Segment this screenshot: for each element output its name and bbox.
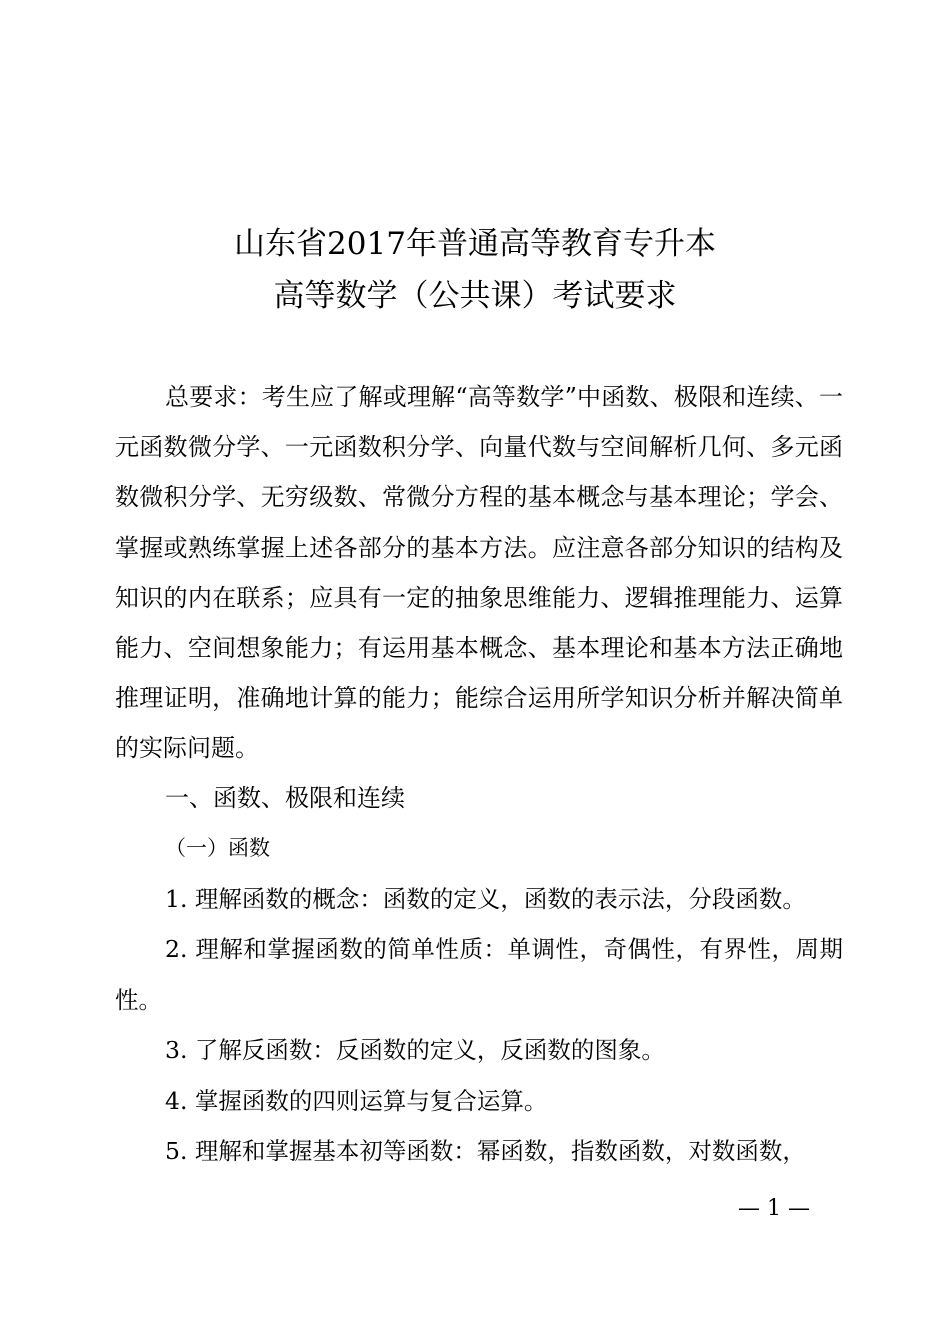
subsection-heading-functions: （一）函数 <box>165 835 270 860</box>
general-requirement-paragraph: 总要求：考生应了解或理解“高等数学”中函数、极限和连续、一元函数微分学、一元函数积分学、向量代数与空间解析几何、多元函数微积分学、无穷级数、常微分方程的基本概念与基本理论；学会、掌握或熟练掌握上述各部分的基本方法。应注意各部分知识的结构及知识的内在联系；应具有一定的抽象思维能力、逻辑推理能力、运算能力、空间想象能力；有运用基本概念、基本理论和基本方法正确地推理证明，准确地计算的能力；能综合运用所学知识分析并解决简单的实际问题。 <box>115 383 843 763</box>
list-item: 3. 了解反函数：反函数的定义，反函数的图象。 <box>165 1036 665 1065</box>
title-line-1: 山东省2017年普通高等教育专升本 <box>234 226 716 262</box>
document-body <box>115 372 843 1177</box>
document-title <box>0 218 950 322</box>
list-item: 1. 理解函数的概念：函数的定义，函数的表示法，分段函数。 <box>165 884 806 913</box>
list-item: 4. 掌握函数的四则运算与复合运算。 <box>165 1086 548 1115</box>
list-item: 5. 理解和掌握基本初等函数：幂函数，指数函数，对数函数， <box>165 1137 806 1166</box>
section-heading-functions-limits-continuity: 一、函数、极限和连续 <box>165 783 405 812</box>
title-line-2: 高等数学（公共课）考试要求 <box>273 278 677 314</box>
page-number: — 1 — <box>738 1196 810 1221</box>
list-item: 2. 理解和掌握函数的简单性质：单调性，奇偶性，有界性，周期性。 <box>115 935 843 1014</box>
